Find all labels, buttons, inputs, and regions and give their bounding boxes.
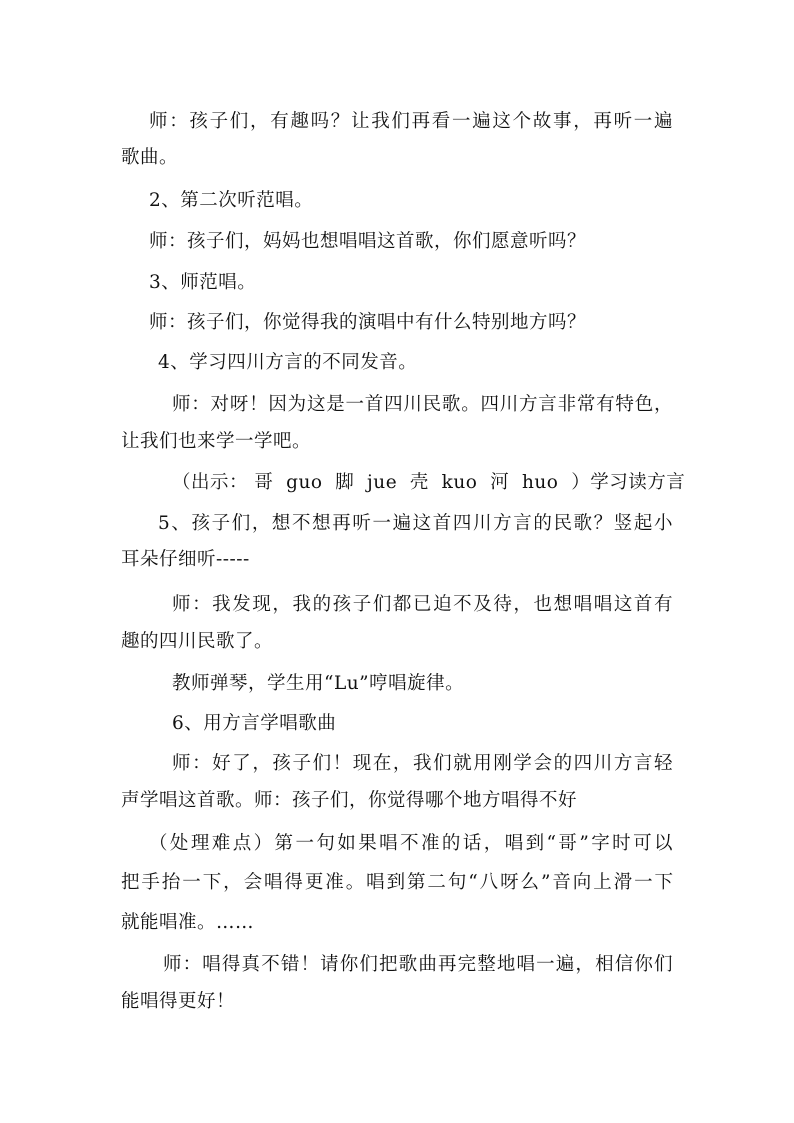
paragraph-line: 师：我发现，我的孩子们都已迫不及待，也想唱唱这首有 bbox=[172, 594, 673, 615]
paragraph-line: 趣的四川民歌了。 bbox=[121, 631, 274, 652]
paragraph-line: 2、第二次听范唱。 bbox=[149, 190, 314, 211]
paragraph-line: 师：孩子们，妈妈也想唱唱这首歌，你们愿意听吗？ bbox=[149, 231, 587, 252]
paragraph-line: 师：好了，孩子们！现在，我们就用刚学会的四川方言轻 bbox=[172, 753, 673, 774]
paragraph-line: 把手抬一下，会唱得更准。唱到第二句“八呀么”音向上滑一下 bbox=[121, 872, 673, 893]
paragraph-line: 歌曲。 bbox=[121, 147, 179, 168]
paragraph-line: 师：孩子们，有趣吗？让我们再看一遍这个故事，再听一遍 bbox=[149, 111, 673, 132]
paragraph-line: 5、孩子们，想不想再听一遍这首四川方言的民歌？竖起小 bbox=[158, 513, 673, 534]
paragraph-line: 就能唱准。…… bbox=[121, 912, 255, 933]
paragraph-line: 耳朵仔细听----- bbox=[121, 549, 250, 570]
paragraph-line: 6、用方言学唱歌曲 bbox=[172, 713, 337, 734]
paragraph-line: 能唱得更好！ bbox=[121, 991, 236, 1012]
paragraph-line: 4、学习四川方言的不同发音。 bbox=[158, 352, 418, 373]
paragraph-line: 师：孩子们，你觉得我的演唱中有什么特别地方吗？ bbox=[149, 312, 587, 333]
paragraph-line: 师：对呀！因为这是一首四川民歌。四川方言非常有特色， bbox=[172, 394, 673, 415]
paragraph-line: （出示： 哥 guo 脚 jue 壳 kuo 河 huo ）学习读方言 bbox=[172, 472, 686, 493]
paragraph-line: 教师弹琴，学生用“Lu”哼唱旋律。 bbox=[172, 673, 465, 694]
paragraph-line: 师：唱得真不错！请你们把歌曲再完整地唱一遍，相信你们 bbox=[163, 954, 673, 975]
paragraph-line: 让我们也来学一学吧。 bbox=[121, 431, 312, 452]
paragraph-line: 3、师范唱。 bbox=[149, 272, 257, 293]
paragraph-line: 声学唱这首歌。师：孩子们，你觉得哪个地方唱得不好 bbox=[121, 790, 578, 811]
paragraph-line: （处理难点）第一句如果唱不准的话，唱到“哥”字时可以 bbox=[149, 833, 673, 854]
